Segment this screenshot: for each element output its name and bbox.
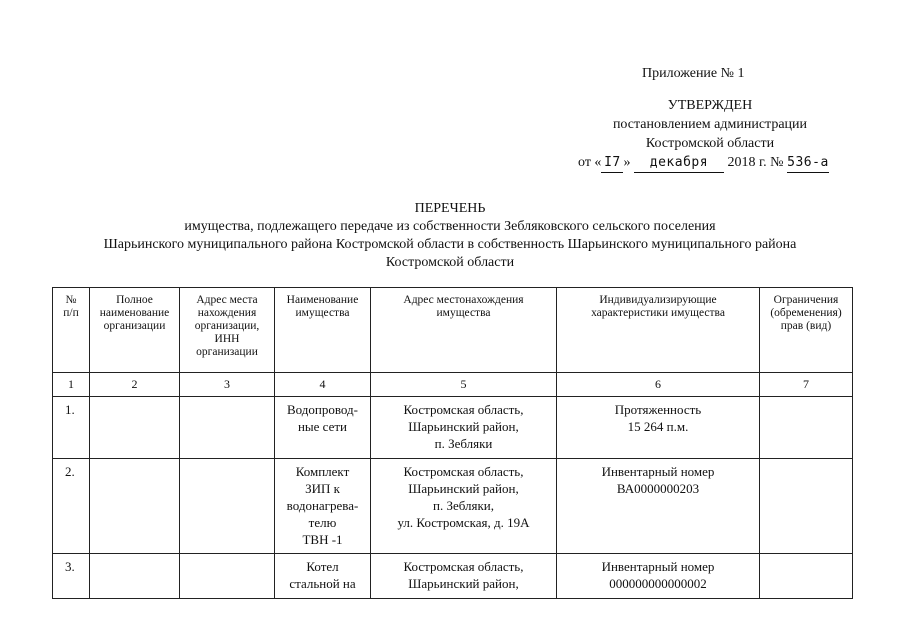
date-mid: » (623, 155, 631, 170)
row-org-name (90, 397, 180, 459)
row-characteristics: Инвентарный номер 000000000000002 (557, 554, 760, 599)
column-number: 1 (53, 373, 90, 397)
row-property-name: Комплект ЗИП к водонагрева- телю ТВН -1 (275, 459, 371, 554)
title-line2: Шарьинского муниципального района Костромской области в собственность Шарьинского муниципального района (103, 237, 797, 252)
date-month: декабря (634, 153, 724, 173)
row-property-address: Костромская область, Шарьинский район, п. Зебляки (371, 397, 557, 459)
header-property-name: Наименование имущества (275, 288, 371, 373)
appendix-label: Приложение № 1 (642, 66, 745, 81)
row-characteristics: Протяженность 15 264 п.м. (557, 397, 760, 459)
approved-by-line2: Костромской области (645, 136, 775, 151)
column-number: 2 (90, 373, 180, 397)
header-org-address: Адрес места нахождения организации, ИНН организации (180, 288, 275, 373)
row-property-name: Водопровод- ные сети (275, 397, 371, 459)
row-restrictions (760, 459, 853, 554)
header-number: № п/п (53, 288, 90, 373)
table-header-row (53, 288, 853, 373)
row-property-address: Костромская область, Шарьинский район, п. Зебляки, ул. Костромская, д. 19А (371, 459, 557, 554)
header-property-address: Адрес местонахождения имущества (371, 288, 557, 373)
column-number: 3 (180, 373, 275, 397)
header-org-name: Полное наименование организации (90, 288, 180, 373)
approval-block (560, 64, 860, 173)
column-number: 6 (557, 373, 760, 397)
row-number: 2. (53, 459, 90, 554)
row-characteristics: Инвентарный номер ВА0000000203 (557, 459, 760, 554)
row-restrictions (760, 397, 853, 459)
row-org-address (180, 397, 275, 459)
row-org-name (90, 554, 180, 599)
header-characteristics: Индивидуализирующие характеристики имущества (557, 288, 760, 373)
column-number: 5 (371, 373, 557, 397)
table-row (53, 554, 853, 599)
row-org-name (90, 459, 180, 554)
title-line1: имущества, подлежащего передаче из собственности Зебляковского сельского поселения (184, 219, 716, 234)
row-number: 3. (53, 554, 90, 599)
row-restrictions (760, 554, 853, 599)
date-prefix: от « (578, 155, 602, 170)
row-number: 1. (53, 397, 90, 459)
title-line3: Костромской области (385, 255, 515, 270)
date-year: 2018 г. № (727, 155, 784, 170)
approved-label: УТВЕРЖДЕН (667, 98, 753, 113)
approved-by-line1: постановлением администрации (612, 117, 808, 132)
title-heading: ПЕРЕЧЕНЬ (414, 201, 486, 216)
row-property-address: Костромская область, Шарьинский район, (371, 554, 557, 599)
column-number-row (53, 373, 853, 397)
approval-date-line (560, 153, 860, 173)
row-org-address (180, 459, 275, 554)
document-title (60, 200, 840, 272)
row-org-address (180, 554, 275, 599)
column-number: 7 (760, 373, 853, 397)
date-day: I7 (601, 153, 623, 173)
decree-number: 536-а (787, 153, 829, 173)
property-table (52, 287, 853, 599)
table-row (53, 397, 853, 459)
header-restrictions: Ограничения (обременения) прав (вид) (760, 288, 853, 373)
table-row (53, 459, 853, 554)
row-property-name: Котел стальной на (275, 554, 371, 599)
column-number: 4 (275, 373, 371, 397)
